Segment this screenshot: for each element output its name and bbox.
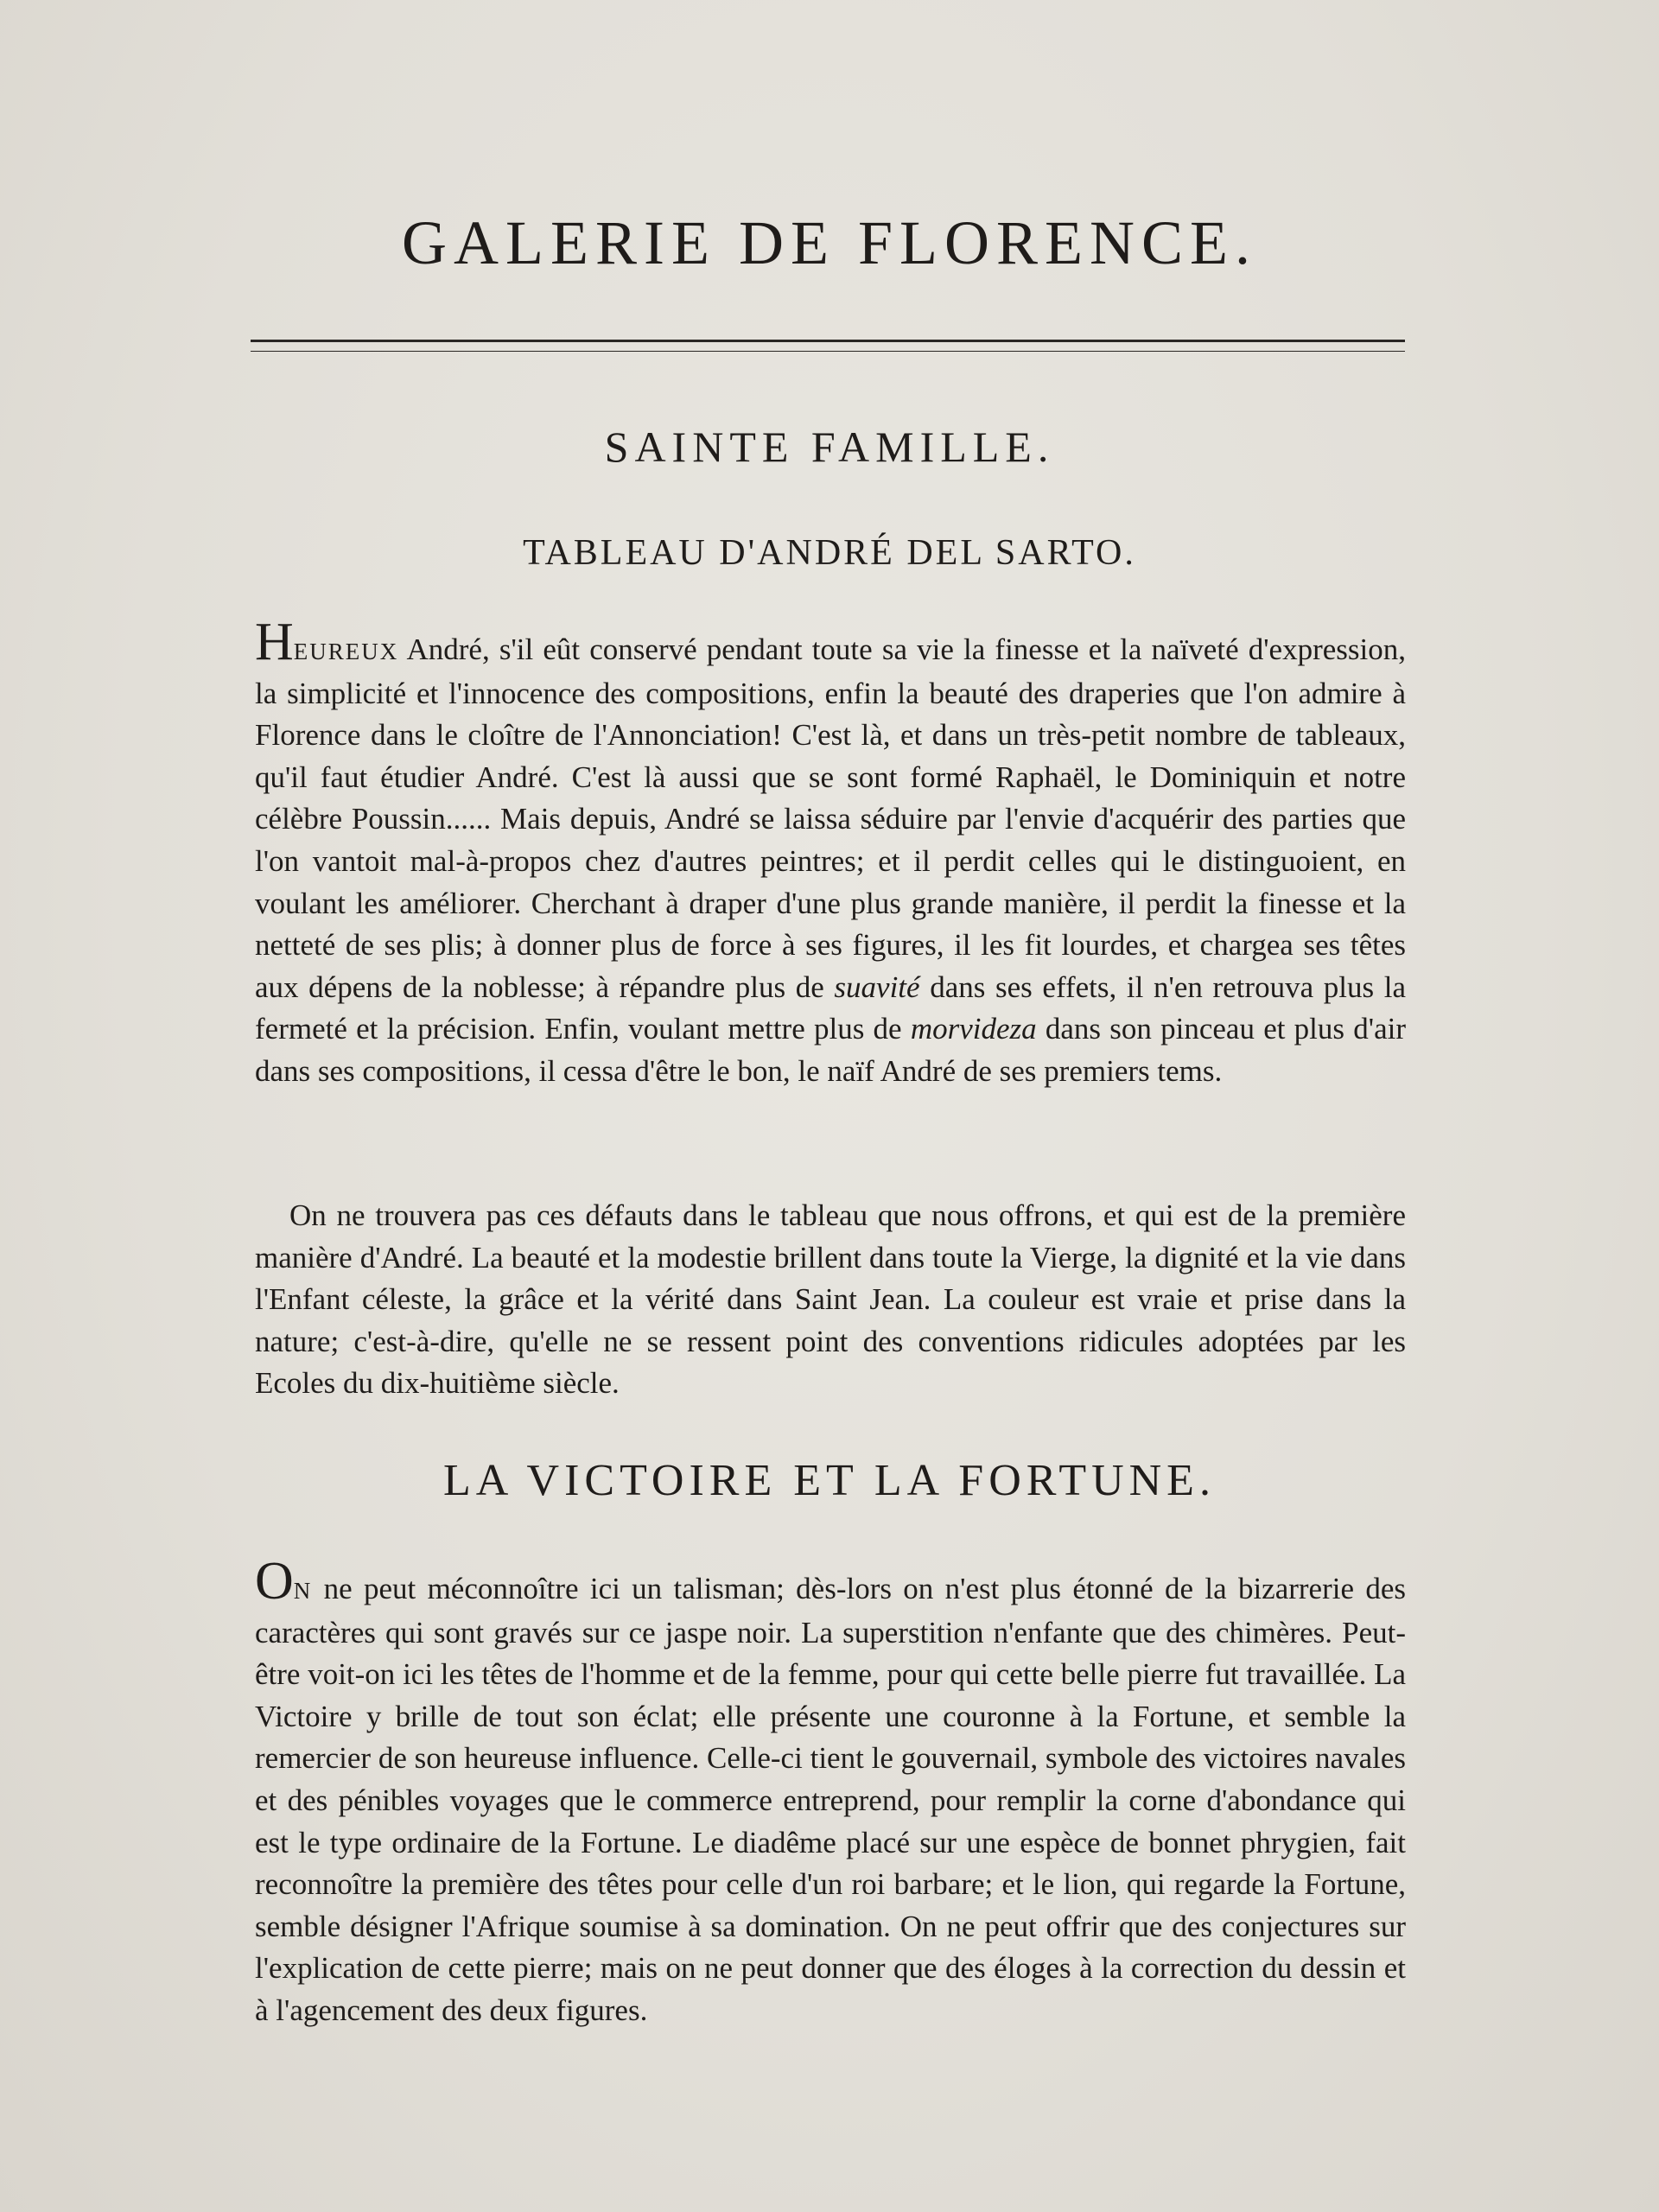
drop-cap-h: H bbox=[255, 613, 294, 671]
paragraph-text: On ne trouvera pas ces défauts dans le tableau que nous offrons, et qui est de la première manière d'André. La beauté et la modestie brillent dans toute la Vierge, la dignité et la vie dans l'Enfant céleste, la grâce et la vérité dans Saint Jean. La couleur est vraie et prise dans la nature; c'est-à-dire, qu'elle ne se ressent point des conventions ridicules adoptées par les Ecoles du dix-huitième siècle. bbox=[255, 1198, 1406, 1401]
section-subtitle-andre-del-sarto: TABLEAU D'ANDRÉ DEL SARTO. bbox=[523, 533, 1136, 573]
paragraph-on-ne-trouvera bbox=[255, 1195, 1406, 1405]
drop-cap-o: O bbox=[255, 1552, 294, 1611]
paragraph-talisman bbox=[255, 1552, 1406, 2032]
italic-term-suavite: suavité bbox=[834, 969, 920, 1004]
paragraph-text: ne peut méconnoître ici un talisman; dès-lors on n'est plus étonné de la bizarrerie des caractères qui sont gravés sur ce jaspe noir. La superstition n'enfante que des chimères. Peut-être voit-on ici les têtes de l'homme et de la femme, pour qui cette belle pierre fut travaillée. La Victoire y brille de tout son éclat; elle présente une couronne à la Fortune, et semble la remercier de son heureuse influence. Celle-ci tient le gouvernail, symbole des victoires navales et des pénibles voyages que le commerce entreprend, pour remplir la corne d'abondance qui est le type ordinaire de la Fortune. Le diadême placé sur une espèce de bonnet phrygien, fait reconnoître la première des têtes pour celle d'un roi barbare; et le lion, qui regarde la Fortune, semble désigner l'Afrique soumise à sa domination. On ne peut offrir que des conjectures sur l'explication de cette pierre; mais on ne peut donner que des éloges à la correction du dessin et à l'agencement des deux figures. bbox=[255, 1572, 1406, 2027]
section-title-victoire-fortune: LA VICTOIRE ET LA FORTUNE. bbox=[443, 1456, 1216, 1505]
paragraph-text: dans ses effets, il n'en retrouva plus la fermeté et la précision. Enfin, voulant mettre plus de bbox=[255, 969, 1406, 1046]
title-divider-rule bbox=[251, 340, 1405, 352]
page-title: GALERIE DE FLORENCE. bbox=[402, 208, 1257, 277]
section-title-sainte-famille: SAINTE FAMILLE. bbox=[604, 423, 1055, 471]
small-caps-word: EUREUX bbox=[293, 639, 399, 664]
paragraph-heureux-andre bbox=[255, 613, 1406, 1093]
paragraph-text: André, s'il eût conservé pendant toute sa vie la finesse et la naïveté d'expression, la simplicité et l'innocence des compositions, enfin la beauté des draperies que l'on admire à Florence dans le cloître de l'Annonciation! C'est là, et dans un très-petit nombre de tableaux, qu'il faut étudier André. C'est là aussi que se sont formé Raphaël, le Dominiquin et notre célèbre Poussin...... Mais depuis, André se laissa séduire par l'envie d'acquérir des parties que l'on vantoit mal-à-propos chez d'autres peintres; et il perdit celles qui le distinguoient, en voulant les améliorer. Cherchant à draper d'une plus grande manière, il perdit la finesse et la netteté de ses plis; à donner plus de force à ses figures, il les fit lourdes, et chargea ses têtes aux dépens de la noblesse; à répandre plus de bbox=[255, 632, 1406, 1004]
small-caps-word: N bbox=[293, 1578, 313, 1604]
italic-term-morvideza: morvideza bbox=[910, 1012, 1037, 1046]
paragraph-text: dans son pinceau et plus d'air dans ses compositions, il cessa d'être le bon, le naïf André de ses premiers tems. bbox=[255, 1012, 1406, 1088]
